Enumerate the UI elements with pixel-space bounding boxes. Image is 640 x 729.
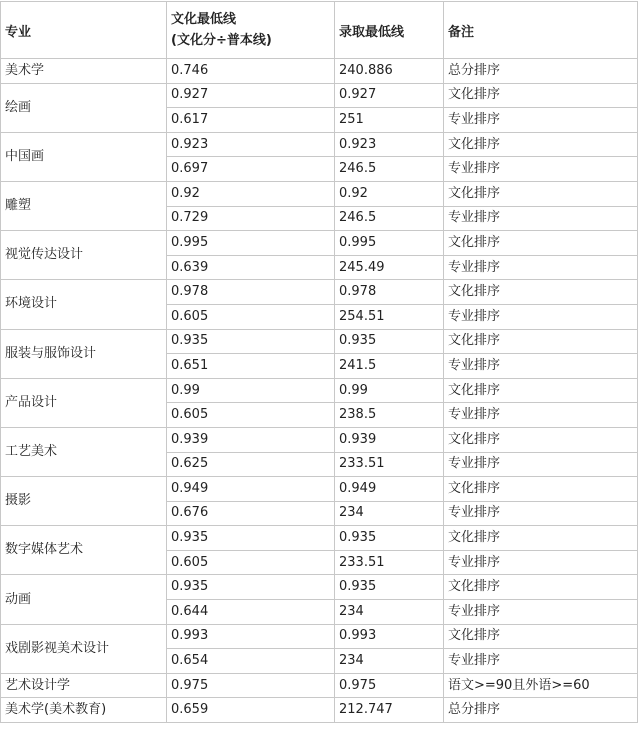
admit-min-cell: 0.923 — [335, 132, 444, 157]
admit-min-cell: 233.51 — [335, 452, 444, 477]
major-cell: 美术学(美术教育) — [1, 698, 167, 723]
table-row — [1, 181, 638, 206]
major-cell: 美术学 — [1, 59, 167, 84]
admit-min-cell: 0.927 — [335, 83, 444, 108]
note-cell: 专业排序 — [444, 550, 638, 575]
culture-min-cell: 0.644 — [167, 600, 335, 625]
note-cell: 文化排序 — [444, 280, 638, 305]
admit-min-cell: 233.51 — [335, 550, 444, 575]
note-cell: 文化排序 — [444, 477, 638, 502]
header-culture-min-line1: 文化最低线 — [171, 12, 237, 27]
table-row — [1, 378, 638, 403]
major-cell: 环境设计 — [1, 280, 167, 329]
culture-min-cell: 0.92 — [167, 181, 335, 206]
culture-min-cell: 0.617 — [167, 108, 335, 133]
note-cell: 专业排序 — [444, 649, 638, 674]
culture-min-cell: 0.935 — [167, 575, 335, 600]
admit-min-cell: 0.935 — [335, 329, 444, 354]
admit-min-cell: 246.5 — [335, 157, 444, 182]
note-cell: 专业排序 — [444, 255, 638, 280]
admit-min-cell: 0.995 — [335, 231, 444, 256]
note-cell: 专业排序 — [444, 501, 638, 526]
note-cell: 专业排序 — [444, 157, 638, 182]
table-row — [1, 477, 638, 502]
note-cell: 文化排序 — [444, 427, 638, 452]
header-admit-min: 录取最低线 — [335, 2, 444, 59]
table-row — [1, 83, 638, 108]
admit-min-cell: 234 — [335, 649, 444, 674]
culture-min-cell: 0.676 — [167, 501, 335, 526]
admit-min-cell: 251 — [335, 108, 444, 133]
header-major: 专业 — [1, 2, 167, 59]
table-row — [1, 624, 638, 649]
note-cell: 专业排序 — [444, 403, 638, 428]
major-cell: 中国画 — [1, 132, 167, 181]
culture-min-cell: 0.729 — [167, 206, 335, 231]
note-cell: 文化排序 — [444, 575, 638, 600]
culture-min-cell: 0.935 — [167, 526, 335, 551]
admit-min-cell: 254.51 — [335, 304, 444, 329]
note-cell: 专业排序 — [444, 304, 638, 329]
table-row — [1, 59, 638, 84]
admit-min-cell: 0.978 — [335, 280, 444, 305]
header-note: 备注 — [444, 2, 638, 59]
major-cell: 摄影 — [1, 477, 167, 526]
note-cell: 专业排序 — [444, 206, 638, 231]
table-row — [1, 132, 638, 157]
major-cell: 工艺美术 — [1, 427, 167, 476]
admit-min-cell: 0.993 — [335, 624, 444, 649]
culture-min-cell: 0.639 — [167, 255, 335, 280]
admit-min-cell: 0.975 — [335, 673, 444, 698]
culture-min-cell: 0.605 — [167, 403, 335, 428]
note-cell: 文化排序 — [444, 231, 638, 256]
culture-min-cell: 0.697 — [167, 157, 335, 182]
admit-min-cell: 0.939 — [335, 427, 444, 452]
note-cell: 文化排序 — [444, 181, 638, 206]
table-row — [1, 231, 638, 256]
major-cell: 戏剧影视美术设计 — [1, 624, 167, 673]
major-cell: 视觉传达设计 — [1, 231, 167, 280]
major-cell: 艺术设计学 — [1, 673, 167, 698]
note-cell: 专业排序 — [444, 600, 638, 625]
admit-min-cell: 246.5 — [335, 206, 444, 231]
culture-min-cell: 0.939 — [167, 427, 335, 452]
note-cell: 总分排序 — [444, 59, 638, 84]
table-row — [1, 673, 638, 698]
note-cell: 专业排序 — [444, 108, 638, 133]
table-row — [1, 280, 638, 305]
culture-min-cell: 0.651 — [167, 354, 335, 379]
culture-min-cell: 0.605 — [167, 550, 335, 575]
header-culture-min — [167, 2, 335, 59]
admit-min-cell: 234 — [335, 600, 444, 625]
major-cell: 产品设计 — [1, 378, 167, 427]
culture-min-cell: 0.975 — [167, 673, 335, 698]
culture-min-cell: 0.923 — [167, 132, 335, 157]
note-cell: 文化排序 — [444, 378, 638, 403]
admit-min-cell: 234 — [335, 501, 444, 526]
table-row — [1, 427, 638, 452]
major-cell: 雕塑 — [1, 181, 167, 230]
culture-min-cell: 0.99 — [167, 378, 335, 403]
admit-min-cell: 238.5 — [335, 403, 444, 428]
note-cell: 总分排序 — [444, 698, 638, 723]
culture-min-cell: 0.978 — [167, 280, 335, 305]
culture-min-cell: 0.659 — [167, 698, 335, 723]
culture-min-cell: 0.995 — [167, 231, 335, 256]
major-cell: 动画 — [1, 575, 167, 624]
admit-min-cell: 0.935 — [335, 526, 444, 551]
culture-min-cell: 0.654 — [167, 649, 335, 674]
culture-min-cell: 0.949 — [167, 477, 335, 502]
note-cell: 专业排序 — [444, 452, 638, 477]
admit-min-cell: 241.5 — [335, 354, 444, 379]
culture-min-cell: 0.746 — [167, 59, 335, 84]
admission-table — [0, 1, 638, 723]
note-cell: 文化排序 — [444, 132, 638, 157]
table-row — [1, 526, 638, 551]
admit-min-cell: 0.92 — [335, 181, 444, 206]
note-cell: 文化排序 — [444, 526, 638, 551]
header-culture-min-line2: (文化分÷普本线) — [171, 33, 272, 48]
admit-min-cell: 240.886 — [335, 59, 444, 84]
admit-min-cell: 0.949 — [335, 477, 444, 502]
table-row — [1, 698, 638, 723]
header-row — [1, 2, 638, 59]
note-cell: 文化排序 — [444, 329, 638, 354]
admit-min-cell: 212.747 — [335, 698, 444, 723]
table-header — [1, 2, 638, 59]
admit-min-cell: 0.99 — [335, 378, 444, 403]
admit-min-cell: 245.49 — [335, 255, 444, 280]
note-cell: 语文>=90且外语>=60 — [444, 673, 638, 698]
table-row — [1, 329, 638, 354]
major-cell: 服装与服饰设计 — [1, 329, 167, 378]
culture-min-cell: 0.935 — [167, 329, 335, 354]
note-cell: 文化排序 — [444, 624, 638, 649]
culture-min-cell: 0.993 — [167, 624, 335, 649]
admit-min-cell: 0.935 — [335, 575, 444, 600]
major-cell: 绘画 — [1, 83, 167, 132]
table-body — [1, 59, 638, 723]
culture-min-cell: 0.927 — [167, 83, 335, 108]
culture-min-cell: 0.625 — [167, 452, 335, 477]
note-cell: 专业排序 — [444, 354, 638, 379]
culture-min-cell: 0.605 — [167, 304, 335, 329]
table-row — [1, 575, 638, 600]
note-cell: 文化排序 — [444, 83, 638, 108]
major-cell: 数字媒体艺术 — [1, 526, 167, 575]
